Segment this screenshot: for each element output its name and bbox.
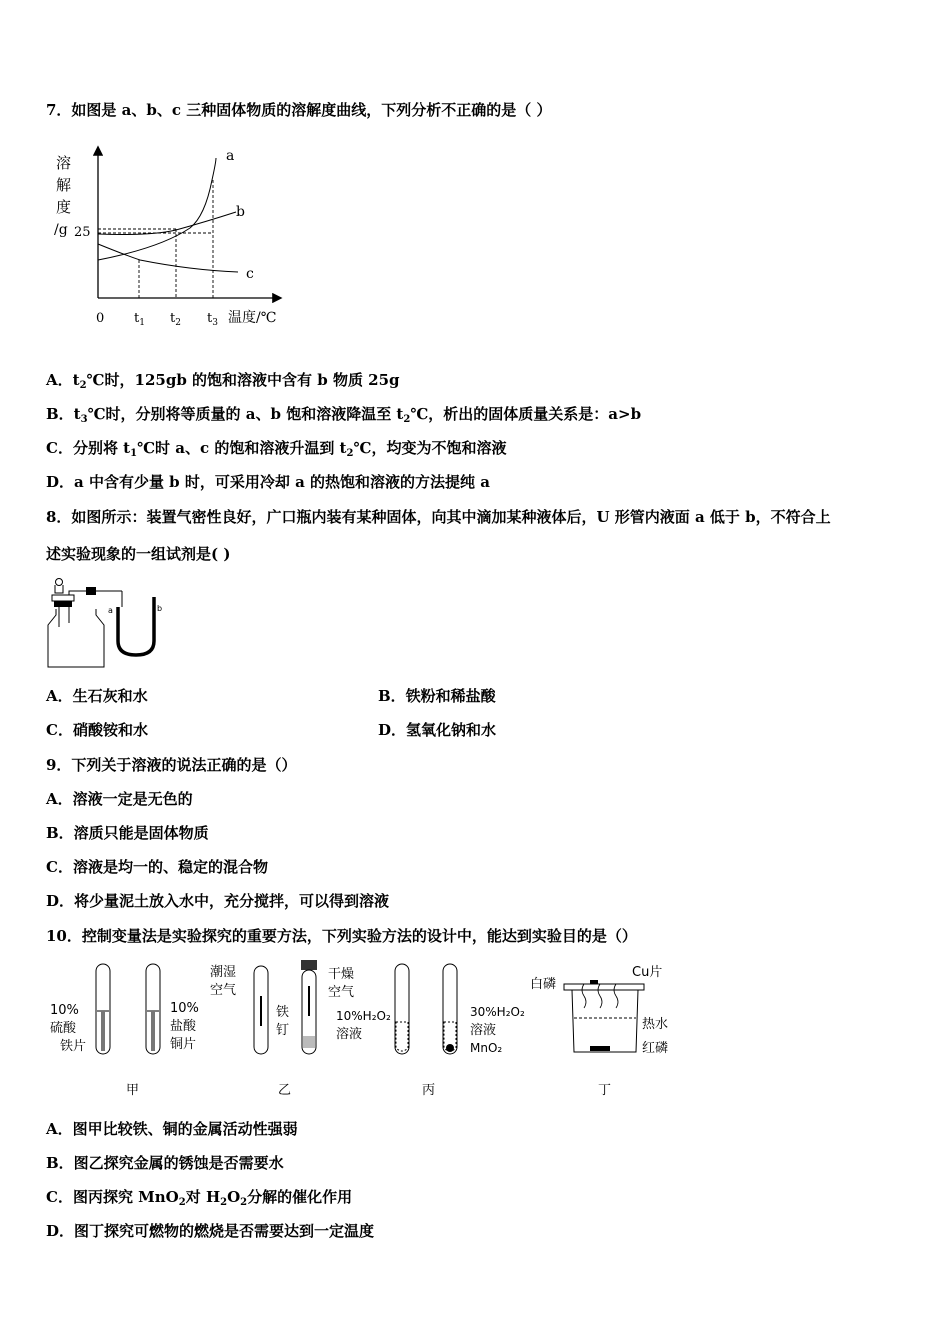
u-tube-apparatus (44, 575, 174, 671)
curve-b (98, 212, 236, 235)
bing-right-3: MnO₂ (470, 1041, 503, 1055)
curve-a (98, 158, 216, 260)
q9-stem: 9．下列关于溶液的说法正确的是（） (46, 756, 297, 774)
q9-option-a[interactable]: A．溶液一定是无色的 (46, 790, 193, 808)
jia-right-3: 铜片 (170, 1037, 197, 1052)
q10-option-d[interactable]: D．图丁探究可燃物的燃烧是否需要达到一定温度 (46, 1222, 375, 1240)
yi-right-2: 空气 (328, 985, 355, 1000)
jia-left-3: 铁片 (60, 1039, 87, 1054)
ylabel-4: /g (54, 222, 68, 238)
yi-mid-2: 钉 (276, 1023, 290, 1038)
yi-mid-1: 铁 (276, 1005, 290, 1020)
jia-right-2: 盐酸 (170, 1019, 197, 1034)
q7-option-c[interactable]: C．分别将 $t_1℃$时 a、c 的饱和溶液升温到 $t_2℃$，均变为不饱和溶液 (46, 439, 507, 459)
ding-top-left: 白磷 (530, 977, 557, 992)
q8-option-c[interactable]: C．硝酸铵和水 (46, 721, 148, 739)
q10-option-a[interactable]: A．图甲比较铁、铜的金属活动性强弱 (46, 1120, 298, 1138)
q10-option-b[interactable]: B．图乙探究金属的锈蚀是否需要水 (46, 1154, 284, 1172)
x-tick-t2: $t_2$ (170, 311, 181, 328)
q8-stem-line1: 8．如图所示：装置气密性良好，广口瓶内装有某种固体，向其中滴加某种液体后，U 形管内液面 a 低于 b，不符合上 (46, 508, 831, 526)
ding-top-right: Cu片 (632, 965, 663, 980)
q10-stem: 10．控制变量法是实验探究的重要方法，下列实验方法的设计中，能达到实验目的是（） (46, 927, 637, 945)
q8-option-d[interactable]: D．氢氧化钠和水 (378, 721, 497, 739)
origin-label: 0 (96, 311, 105, 326)
tube-label-b: b (157, 604, 163, 613)
ding-right-1: 热水 (642, 1017, 669, 1032)
q8-option-b[interactable]: B．铁粉和稀盐酸 (378, 687, 496, 705)
x-tick-t1: $t_1$ (134, 311, 145, 328)
q8-stem-line2: 述实验现象的一组试剂是( ) (46, 545, 231, 563)
bing-left-1: 10%H₂O₂ (336, 1009, 391, 1023)
ding-right-2: 红磷 (642, 1041, 669, 1056)
x-tick-t3: $t_3$ (207, 311, 218, 328)
q9-option-b[interactable]: B．溶质只能是固体物质 (46, 824, 209, 842)
q10-option-c[interactable]: C．图丙探究 MnO$_2$对 $H_2O_2$分解的催化作用 (46, 1188, 353, 1208)
tube-label-a: a (108, 606, 113, 615)
caption-jia: 甲 (126, 1083, 140, 1098)
q8-option-a[interactable]: A．生石灰和水 (46, 687, 148, 705)
bing-left-2: 溶液 (336, 1027, 363, 1042)
ylabel-1: 溶 (56, 154, 72, 172)
x-axis-label: 温度/℃ (228, 310, 277, 326)
q7-option-d[interactable]: D．a 中含有少量 b 时，可采用冷却 a 的热饱和溶液的方法提纯 a (46, 473, 490, 491)
jia-left-2: 硫酸 (50, 1021, 77, 1036)
q7-option-a[interactable]: A．$t_2℃$时，125gb 的饱和溶液中含有 b 物质 25g (46, 371, 400, 391)
ylabel-2: 解 (56, 176, 72, 194)
q9-option-d[interactable]: D．将少量泥土放入水中，充分搅拌，可以得到溶液 (46, 892, 390, 910)
yi-right-1: 干燥 (328, 967, 355, 982)
solubility-chart (40, 140, 300, 335)
bing-right-1: 30%H₂O₂ (470, 1005, 525, 1019)
q7-option-b[interactable]: B．$t_3℃$时，分别将等质量的 a、b 饱和溶液降温至 $t_2℃$，析出的固体质量关系是：a>b (46, 405, 642, 425)
y-tick-25: 25 (74, 225, 91, 240)
caption-bing: 丙 (422, 1083, 436, 1098)
bing-right-2: 溶液 (470, 1023, 497, 1038)
q7-stem: 7．如图是 a、b、c 三种固体物质的溶解度曲线，下列分析不正确的是（ ） (46, 101, 552, 119)
q10-experiment-figure (44, 956, 684, 1101)
curve-b-label: b (236, 204, 245, 220)
q9-option-c[interactable]: C．溶液是均一的、稳定的混合物 (46, 858, 268, 876)
curve-a-label: a (226, 148, 235, 164)
curve-c (98, 244, 238, 272)
curve-c-label: c (246, 266, 254, 282)
jia-right-1: 10% (170, 1001, 199, 1016)
caption-ding: 丁 (598, 1083, 612, 1098)
caption-yi: 乙 (278, 1083, 292, 1098)
yi-top-1: 潮湿 (210, 965, 237, 980)
ylabel-3: 度 (56, 198, 72, 216)
jia-left-1: 10% (50, 1003, 79, 1018)
yi-top-2: 空气 (210, 983, 237, 998)
